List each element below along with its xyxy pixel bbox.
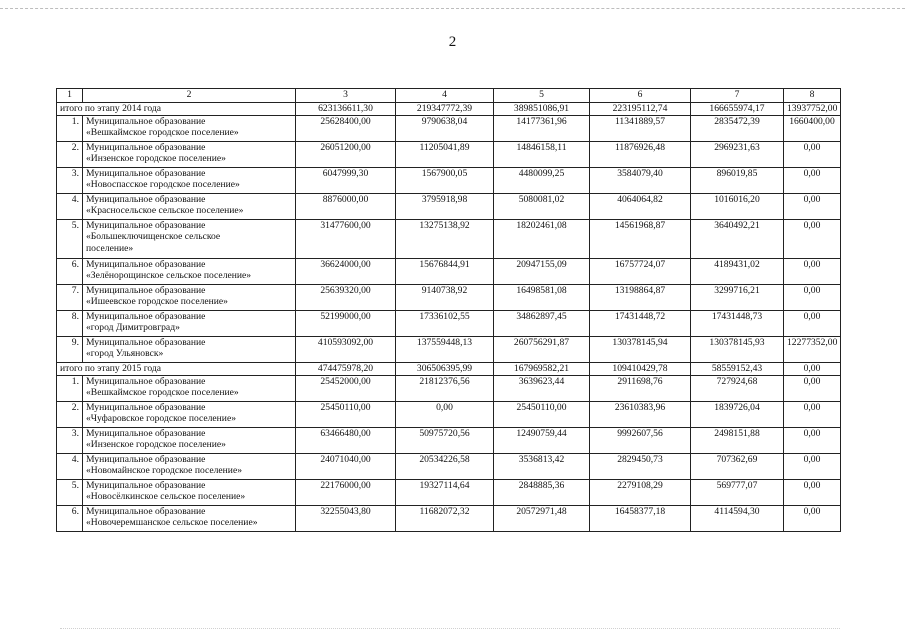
table-body bbox=[57, 89, 841, 532]
table-row bbox=[57, 376, 841, 402]
col-header: 1 bbox=[57, 89, 83, 103]
amount-value: 9992607,56 bbox=[590, 428, 691, 454]
table-row bbox=[57, 220, 841, 259]
municipality-name bbox=[83, 480, 296, 506]
name-line: Муниципальное образование bbox=[86, 376, 206, 387]
amount-value: 20947155,09 bbox=[494, 259, 590, 285]
name-line: «Новосёлкинское сельское поселение» bbox=[86, 491, 246, 503]
municipality-name bbox=[83, 220, 296, 259]
row-number: 2. bbox=[57, 142, 83, 168]
amount-value: 707362,69 bbox=[691, 454, 784, 480]
row-number: 5. bbox=[57, 220, 83, 259]
stage-total-row bbox=[57, 363, 841, 376]
amount-value: 3640492,21 bbox=[691, 220, 784, 259]
row-number: 3. bbox=[57, 168, 83, 194]
amount-value: 130378145,93 bbox=[691, 337, 784, 363]
amount-value: 0,00 bbox=[784, 220, 841, 259]
amount-value: 21812376,56 bbox=[396, 376, 494, 402]
amount-value: 4064064,82 bbox=[590, 194, 691, 220]
table-row bbox=[57, 402, 841, 428]
table-row bbox=[57, 454, 841, 480]
amount-value: 22176000,00 bbox=[296, 480, 396, 506]
municipality-name bbox=[83, 259, 296, 285]
amount-value: 25639320,00 bbox=[296, 285, 396, 311]
municipality-name bbox=[83, 337, 296, 363]
name-line: «Вешкаймское городское поселение» bbox=[86, 387, 239, 399]
amount-value: 896019,85 bbox=[691, 168, 784, 194]
amount-value: 11876926,48 bbox=[590, 142, 691, 168]
amount-value: 16458377,18 bbox=[590, 506, 691, 532]
municipality-name bbox=[83, 428, 296, 454]
amount-value: 1567900,05 bbox=[396, 168, 494, 194]
table-row bbox=[57, 116, 841, 142]
row-number: 2. bbox=[57, 402, 83, 428]
col-header: 5 bbox=[494, 89, 590, 103]
column-number-row bbox=[57, 89, 841, 103]
name-line: «Новоспасское городское поселение» bbox=[86, 179, 240, 191]
name-line: Муниципальное образование bbox=[86, 402, 206, 413]
total-value: 167969582,21 bbox=[494, 363, 590, 376]
name-line: Муниципальное образование bbox=[86, 480, 206, 491]
name-line: Муниципальное образование bbox=[86, 285, 206, 296]
stage-total-row bbox=[57, 103, 841, 116]
amount-value: 6047999,30 bbox=[296, 168, 396, 194]
amount-value: 15676844,91 bbox=[396, 259, 494, 285]
amount-value: 25452000,00 bbox=[296, 376, 396, 402]
amount-value: 2848885,36 bbox=[494, 480, 590, 506]
name-line: «Чуфаровское городское поселение» bbox=[86, 413, 236, 425]
table-row bbox=[57, 285, 841, 311]
amount-value: 0,00 bbox=[784, 194, 841, 220]
municipality-name bbox=[83, 168, 296, 194]
amount-value: 16757724,07 bbox=[590, 259, 691, 285]
amount-value: 260756291,87 bbox=[494, 337, 590, 363]
amount-value: 50975720,56 bbox=[396, 428, 494, 454]
total-value: 13937752,00 bbox=[784, 103, 841, 116]
name-line: Муниципальное образование bbox=[86, 337, 206, 348]
total-value: 474475978,20 bbox=[296, 363, 396, 376]
row-number: 1. bbox=[57, 376, 83, 402]
amount-value: 14561968,87 bbox=[590, 220, 691, 259]
name-line: «Зелёнорощинское сельское поселение» bbox=[86, 270, 252, 282]
name-line: Муниципальное образование bbox=[86, 168, 206, 179]
amount-value: 17336102,55 bbox=[396, 311, 494, 337]
amount-value: 11205041,89 bbox=[396, 142, 494, 168]
amount-value: 3584079,40 bbox=[590, 168, 691, 194]
name-line: «Новочеремшанское сельское поселение» bbox=[86, 517, 258, 529]
table-row bbox=[57, 428, 841, 454]
amount-value: 1016016,20 bbox=[691, 194, 784, 220]
row-number: 8. bbox=[57, 311, 83, 337]
funding-table bbox=[56, 88, 841, 532]
name-line: Муниципальное образование bbox=[86, 506, 206, 517]
municipality-name bbox=[83, 454, 296, 480]
total-value: 219347772,39 bbox=[396, 103, 494, 116]
scan-edge-line bbox=[0, 8, 905, 9]
amount-value: 11341889,57 bbox=[590, 116, 691, 142]
stage-total-label: итого по этапу 2014 года bbox=[57, 103, 296, 116]
amount-value: 23610383,96 bbox=[590, 402, 691, 428]
amount-value: 17431448,73 bbox=[691, 311, 784, 337]
amount-value: 5080081,02 bbox=[494, 194, 590, 220]
row-number: 5. bbox=[57, 480, 83, 506]
stage-total-label: итого по этапу 2015 года bbox=[57, 363, 296, 376]
amount-value: 3536813,42 bbox=[494, 454, 590, 480]
total-value: 623136611,30 bbox=[296, 103, 396, 116]
name-line: «Красносельское сельское поселение» bbox=[86, 205, 244, 217]
amount-value: 20572971,48 bbox=[494, 506, 590, 532]
col-header: 3 bbox=[296, 89, 396, 103]
municipality-name bbox=[83, 311, 296, 337]
name-line: Муниципальное образование bbox=[86, 194, 206, 205]
amount-value: 63466480,00 bbox=[296, 428, 396, 454]
total-value: 166655974,17 bbox=[691, 103, 784, 116]
amount-value: 727924,68 bbox=[691, 376, 784, 402]
total-value: 306506395,99 bbox=[396, 363, 494, 376]
amount-value: 25628400,00 bbox=[296, 116, 396, 142]
amount-value: 0,00 bbox=[784, 480, 841, 506]
municipality-name bbox=[83, 285, 296, 311]
amount-value: 14177361,96 bbox=[494, 116, 590, 142]
row-number: 4. bbox=[57, 454, 83, 480]
name-line: «Инзенское городское поселение» bbox=[86, 439, 226, 451]
amount-value: 2835472,39 bbox=[691, 116, 784, 142]
amount-value: 0,00 bbox=[784, 259, 841, 285]
row-number: 6. bbox=[57, 259, 83, 285]
amount-value: 569777,07 bbox=[691, 480, 784, 506]
amount-value: 34862897,45 bbox=[494, 311, 590, 337]
amount-value: 0,00 bbox=[784, 168, 841, 194]
col-header: 6 bbox=[590, 89, 691, 103]
amount-value: 20534226,58 bbox=[396, 454, 494, 480]
amount-value: 2911698,76 bbox=[590, 376, 691, 402]
amount-value: 12490759,44 bbox=[494, 428, 590, 454]
total-value: 223195112,74 bbox=[590, 103, 691, 116]
amount-value: 0,00 bbox=[784, 311, 841, 337]
table-row bbox=[57, 168, 841, 194]
scan-edge-line bbox=[60, 628, 840, 629]
name-line: Муниципальное образование bbox=[86, 220, 206, 231]
amount-value: 4189431,02 bbox=[691, 259, 784, 285]
table-row bbox=[57, 480, 841, 506]
amount-value: 32255043,80 bbox=[296, 506, 396, 532]
col-header: 4 bbox=[396, 89, 494, 103]
amount-value: 3795918,98 bbox=[396, 194, 494, 220]
amount-value: 25450110,00 bbox=[494, 402, 590, 428]
row-number: 3. bbox=[57, 428, 83, 454]
amount-value: 137559448,13 bbox=[396, 337, 494, 363]
amount-value: 14846158,11 bbox=[494, 142, 590, 168]
name-line: Муниципальное образование bbox=[86, 428, 206, 439]
name-line: «Инзенское городское поселение» bbox=[86, 153, 226, 165]
table-row bbox=[57, 311, 841, 337]
amount-value: 8876000,00 bbox=[296, 194, 396, 220]
row-number: 7. bbox=[57, 285, 83, 311]
name-line: Муниципальное образование bbox=[86, 142, 206, 153]
municipality-name bbox=[83, 142, 296, 168]
amount-value: 18202461,08 bbox=[494, 220, 590, 259]
amount-value: 1839726,04 bbox=[691, 402, 784, 428]
amount-value: 4114594,30 bbox=[691, 506, 784, 532]
total-value: 0,00 bbox=[784, 363, 841, 376]
amount-value: 2279108,29 bbox=[590, 480, 691, 506]
row-number: 4. bbox=[57, 194, 83, 220]
row-number: 1. bbox=[57, 116, 83, 142]
amount-value: 0,00 bbox=[784, 506, 841, 532]
amount-value: 52199000,00 bbox=[296, 311, 396, 337]
amount-value: 19327114,64 bbox=[396, 480, 494, 506]
amount-value: 130378145,94 bbox=[590, 337, 691, 363]
amount-value: 1660400,00 bbox=[784, 116, 841, 142]
amount-value: 0,00 bbox=[784, 142, 841, 168]
amount-value: 0,00 bbox=[784, 454, 841, 480]
name-line: «город Ульяновск» bbox=[86, 348, 164, 360]
name-line: «Ишеевское городское поселение» bbox=[86, 296, 228, 308]
name-line: «Вешкаймское городское поселение» bbox=[86, 127, 239, 139]
municipality-name bbox=[83, 376, 296, 402]
amount-value: 26051200,00 bbox=[296, 142, 396, 168]
table-row bbox=[57, 259, 841, 285]
total-value: 58559152,43 bbox=[691, 363, 784, 376]
municipality-name bbox=[83, 194, 296, 220]
amount-value: 36624000,00 bbox=[296, 259, 396, 285]
name-line: «город Димитровград» bbox=[86, 322, 180, 334]
name-line: Муниципальное образование bbox=[86, 311, 206, 322]
col-header: 8 bbox=[784, 89, 841, 103]
amount-value: 24071040,00 bbox=[296, 454, 396, 480]
table-row bbox=[57, 142, 841, 168]
amount-value: 2829450,73 bbox=[590, 454, 691, 480]
amount-value: 410593092,00 bbox=[296, 337, 396, 363]
name-line: «Большеключищенское сельское bbox=[86, 231, 221, 243]
amount-value: 0,00 bbox=[784, 402, 841, 428]
amount-value: 0,00 bbox=[784, 285, 841, 311]
amount-value: 16498581,08 bbox=[494, 285, 590, 311]
municipality-name bbox=[83, 116, 296, 142]
amount-value: 0,00 bbox=[784, 376, 841, 402]
amount-value: 9140738,92 bbox=[396, 285, 494, 311]
amount-value: 13198864,87 bbox=[590, 285, 691, 311]
amount-value: 25450110,00 bbox=[296, 402, 396, 428]
name-line: Муниципальное образование bbox=[86, 454, 206, 465]
municipality-name bbox=[83, 402, 296, 428]
amount-value: 3299716,21 bbox=[691, 285, 784, 311]
amount-value: 13275138,92 bbox=[396, 220, 494, 259]
amount-value: 17431448,72 bbox=[590, 311, 691, 337]
amount-value: 12277352,00 bbox=[784, 337, 841, 363]
amount-value: 3639623,44 bbox=[494, 376, 590, 402]
row-number: 9. bbox=[57, 337, 83, 363]
col-header: 2 bbox=[83, 89, 296, 103]
table-row bbox=[57, 337, 841, 363]
amount-value: 31477600,00 bbox=[296, 220, 396, 259]
amount-value: 2969231,63 bbox=[691, 142, 784, 168]
name-line: Муниципальное образование bbox=[86, 259, 206, 270]
amount-value: 0,00 bbox=[396, 402, 494, 428]
col-header: 7 bbox=[691, 89, 784, 103]
amount-value: 9790638,04 bbox=[396, 116, 494, 142]
amount-value: 4480099,25 bbox=[494, 168, 590, 194]
amount-value: 11682072,32 bbox=[396, 506, 494, 532]
table-row bbox=[57, 194, 841, 220]
total-value: 109410429,78 bbox=[590, 363, 691, 376]
name-line: Муниципальное образование bbox=[86, 116, 206, 127]
total-value: 389851086,91 bbox=[494, 103, 590, 116]
amount-value: 2498151,88 bbox=[691, 428, 784, 454]
row-number: 6. bbox=[57, 506, 83, 532]
table-row bbox=[57, 506, 841, 532]
name-line: поселение» bbox=[86, 242, 134, 254]
page-number: 2 bbox=[448, 34, 457, 50]
name-line: «Новомайнское городское поселение» bbox=[86, 465, 243, 477]
municipality-name bbox=[83, 506, 296, 532]
amount-value: 0,00 bbox=[784, 428, 841, 454]
